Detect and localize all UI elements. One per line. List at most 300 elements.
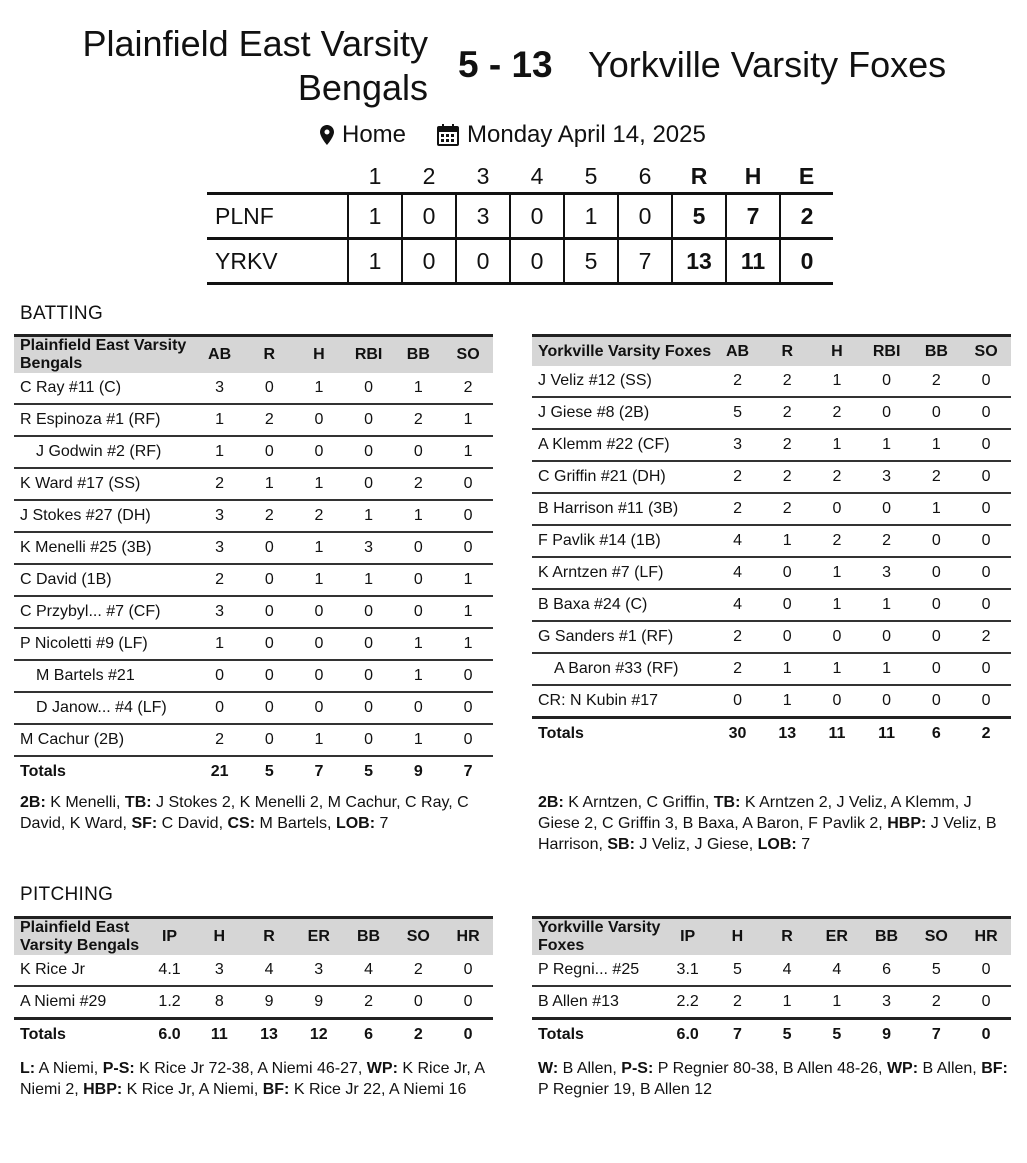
stat-cell: 0 [443,500,493,532]
table-row [532,366,1011,397]
inning-runs: 0 [402,194,456,239]
table-row [532,955,1011,986]
table-row [14,468,493,500]
line-score [207,160,833,285]
stat-cell: 0 [912,589,962,621]
stat-cell: 0 [294,628,344,660]
player-name: J Godwin #2 (RF) [14,436,195,468]
note-key: W: [538,1060,559,1077]
stat-cell: 3 [195,532,245,564]
totals-row [14,1019,493,1051]
linescore-row [207,239,833,284]
player-name: M Cachur (2B) [14,724,195,756]
stat-cell: 2 [862,525,912,557]
stat-column-header: BB [393,336,443,374]
stat-cell: 0 [762,589,812,621]
stat-cell: 0 [443,532,493,564]
stat-cell: 0 [961,955,1011,986]
stat-column-header: SO [911,918,961,956]
stat-cell: 0 [244,628,294,660]
stat-cell: 3 [862,557,912,589]
stat-cell: 0 [912,653,962,685]
final-score: 5 - 13 [458,44,553,85]
stat-cell: 3 [713,429,763,461]
note-text: K Rice Jr 72-38, A Niemi 46-27, [134,1060,367,1077]
total-cell: 13 [762,718,812,750]
table-row [532,557,1011,589]
stat-cell: 1 [762,653,812,685]
stat-cell: 0 [862,366,912,397]
table-row [14,500,493,532]
stat-cell: 2 [762,397,812,429]
player-name: J Giese #8 (2B) [532,397,713,429]
stat-cell: 0 [762,557,812,589]
stat-cell: 0 [762,621,812,653]
stat-cell: 1 [195,628,245,660]
stat-cell: 0 [443,660,493,692]
stat-cell: 0 [244,660,294,692]
inning-runs: 0 [510,194,564,239]
stat-cell: 2 [812,525,862,557]
stat-cell: 1 [812,429,862,461]
total-cell: 6.0 [145,1019,195,1051]
stat-cell: 0 [393,692,443,724]
stat-column-header: HR [443,918,493,956]
home-team-name: Plainfield East Varsity Bengals [82,23,428,108]
table-row [532,589,1011,621]
stat-cell: 2 [195,724,245,756]
stat-cell: 1 [294,373,344,404]
stat-cell: 1 [294,724,344,756]
stat-column-header: SO [393,918,443,956]
note-key: LOB: [335,815,376,832]
stat-cell: 6 [862,955,912,986]
stat-cell: 0 [912,525,962,557]
note-key: TB: [124,794,152,811]
total-cell: 9 [862,1019,912,1051]
table-row [14,692,493,724]
totals-label: Totals [532,1019,663,1051]
stat-cell: 0 [294,404,344,436]
batting-title: BATTING [20,303,104,324]
stat-column-header: AB [713,336,763,367]
stat-cell: 1 [443,564,493,596]
stat-cell: 0 [344,596,394,628]
inning-runs: 1 [564,194,618,239]
runs-header: R [690,162,708,189]
stat-cell: 0 [961,493,1011,525]
stat-cell: 1 [812,986,862,1019]
stat-cell: 0 [344,373,394,404]
player-name: C Przybyl... #7 (CF) [14,596,195,628]
team-abbr: PLNF [207,194,348,239]
note-key: WP: [886,1060,919,1077]
stat-cell: 1 [393,500,443,532]
stat-cell: 2 [713,653,763,685]
stat-cell: 0 [244,436,294,468]
stat-cell: 2 [812,461,862,493]
inning-header: 3 [476,162,490,189]
stat-cell: 0 [961,653,1011,685]
stat-cell: 4 [713,525,763,557]
stat-cell: 1 [393,724,443,756]
stat-cell: 0 [244,373,294,404]
note-key: BF: [981,1060,1008,1077]
note-key: HBP: [83,1081,123,1098]
table-row [14,955,493,986]
stat-cell: 2 [713,461,763,493]
stat-cell: 4 [762,955,812,986]
note-text: K Menelli, [45,794,125,811]
stat-cell: 3 [344,532,394,564]
stat-column-header: H [713,918,763,956]
stat-cell: 0 [244,532,294,564]
stat-cell: 3 [195,596,245,628]
stat-cell: 1 [862,589,912,621]
note-text: 7 [375,815,389,832]
stat-cell: 4 [344,955,394,986]
note-key: LOB: [757,836,797,853]
stat-cell: 1 [912,429,962,461]
inning-runs: 7 [618,239,672,284]
stat-column-header: HR [961,918,1011,956]
total-cell: 11 [194,1019,244,1051]
stat-cell: 1 [862,653,912,685]
table-row [532,525,1011,557]
player-name: G Sanders #1 (RF) [532,621,713,653]
totals-label: Totals [532,718,713,750]
stat-cell: 3 [862,986,912,1019]
stat-cell: 1 [244,468,294,500]
stat-cell: 0 [344,660,394,692]
stat-cell: 2 [762,429,812,461]
total-cell: 7 [314,763,324,780]
stat-cell: 0 [195,660,245,692]
player-name: C Ray #11 (C) [14,373,195,404]
player-name: C David (1B) [14,564,195,596]
stat-cell: 2 [713,493,763,525]
total-hits: 7 [726,194,780,239]
player-name: C Griffin #21 (DH) [532,461,713,493]
batting-notes-home [20,792,490,834]
stat-cell: 0 [862,685,912,718]
stat-cell: 1 [812,589,862,621]
stat-cell: 0 [862,621,912,653]
stat-cell: 4 [812,955,862,986]
note-text: B Allen, [918,1060,982,1077]
batting-notes-away [538,792,1008,855]
player-name: P Nicoletti #9 (LF) [14,628,195,660]
stat-cell: 0 [912,685,962,718]
note-text: K Arntzen 2, J Veliz, A Klemm, J Giese 2, C Griffin 3, B Baxa, A Baron, F Pavlik 2, [538,794,972,832]
stat-cell: 2 [393,404,443,436]
stat-cell: 0 [961,589,1011,621]
totals-row [532,1019,1011,1051]
stat-cell: 0 [862,493,912,525]
inning-runs: 1 [348,194,402,239]
player-name: R Espinoza #1 (RF) [14,404,195,436]
batting-table-home [14,334,493,787]
stat-cell: 2 [244,404,294,436]
totals-label: Totals [20,763,66,780]
stat-column-header: R [762,336,812,367]
stat-cell: 3 [862,461,912,493]
team-abbr: YRKV [207,239,348,284]
stat-cell: 2 [344,986,394,1019]
stat-cell: 1 [393,628,443,660]
stat-cell: 9 [244,986,294,1019]
note-text: K Rice Jr, A Niemi, [122,1081,263,1098]
total-cell: 7 [463,763,473,780]
stat-cell: 1 [294,564,344,596]
table-header-row [14,336,493,374]
stat-cell: 1 [344,564,394,596]
stat-column-header: RBI [862,336,912,367]
stat-cell: 0 [344,436,394,468]
stat-cell: 1 [812,557,862,589]
total-errors: 2 [780,194,833,239]
stat-column-header: H [812,336,862,367]
stat-cell: 2 [762,493,812,525]
pitching-table-away [532,916,1011,1050]
note-key: SF: [131,815,158,832]
game-date [437,118,706,152]
player-name: K Arntzen #7 (LF) [532,557,713,589]
total-cell: 5 [812,1019,862,1051]
table-row [532,653,1011,685]
stat-cell: 2 [713,621,763,653]
stat-column-header: AB [195,336,245,374]
player-name: F Pavlik #14 (1B) [532,525,713,557]
table-row [14,986,493,1019]
stat-cell: 2 [762,461,812,493]
stat-cell: 0 [294,692,344,724]
inning-runs: 0 [402,239,456,284]
table-row [532,397,1011,429]
stat-cell: 1 [195,404,245,436]
total-hits: 11 [726,239,780,284]
table-row [14,724,493,756]
stat-column-header: ER [812,918,862,956]
stat-cell: 0 [961,557,1011,589]
stat-cell: 1 [812,653,862,685]
player-name: B Baxa #24 (C) [532,589,713,621]
table-row [532,429,1011,461]
stat-cell: 1 [294,468,344,500]
player-name: J Stokes #27 (DH) [14,500,195,532]
stat-cell: 2 [713,986,763,1019]
stat-cell: 2 [393,468,443,500]
table-header-row [532,336,1011,367]
pitching-table-home [14,916,493,1050]
stat-cell: 0 [195,692,245,724]
stat-cell: 0 [912,557,962,589]
stat-cell: 0 [961,525,1011,557]
stat-cell: 0 [961,366,1011,397]
total-cell: 2 [393,1019,443,1051]
note-key: L: [20,1060,36,1077]
table-row [14,436,493,468]
team-column-header: Yorkville Varsity Foxes [532,336,713,367]
stat-cell: 5 [713,955,763,986]
stat-cell: 2 [713,366,763,397]
note-text: A Niemi, [35,1060,103,1077]
stat-cell: 0 [244,724,294,756]
note-key: TB: [713,794,741,811]
note-text: P Regnier 80-38, B Allen 48-26, [653,1060,887,1077]
stat-column-header: IP [145,918,195,956]
stat-cell: 0 [294,660,344,692]
inning-header: 6 [638,162,652,189]
table-row [532,461,1011,493]
stat-cell: 0 [912,397,962,429]
stat-column-header: SO [961,336,1011,367]
inning-runs: 0 [618,194,672,239]
inning-runs: 3 [456,194,510,239]
team-column-header: Plainfield East Varsity Bengals [14,918,145,956]
stat-cell: 0 [961,986,1011,1019]
stat-cell: 2 [443,373,493,404]
stat-cell: 1 [294,532,344,564]
stat-cell: 3 [195,500,245,532]
player-name: A Klemm #22 (CF) [532,429,713,461]
stat-cell: 2 [195,468,245,500]
total-cell: 6.0 [663,1019,713,1051]
note-text: P Regnier 19, B Allen 12 [538,1081,713,1098]
pitching-notes-away [538,1058,1008,1100]
total-cell: 12 [294,1019,344,1051]
note-text: B Allen, [558,1060,622,1077]
stat-cell: 5 [911,955,961,986]
stat-cell: 0 [393,986,443,1019]
table-row [532,986,1011,1019]
stat-column-header: BB [344,918,394,956]
note-text: K Rice Jr, A Niemi 2, [20,1060,485,1098]
stat-cell: 0 [812,621,862,653]
linescore-row [207,194,833,239]
stat-cell: 0 [344,724,394,756]
table-header-row [532,918,1011,956]
note-key: 2B: [538,794,564,811]
stat-cell: 1 [195,436,245,468]
stat-cell: 1 [862,429,912,461]
player-name: M Bartels #21 [14,660,195,692]
total-cell: 0 [961,1019,1011,1051]
stat-column-header: ER [294,918,344,956]
batting-table-away [532,334,1011,749]
note-text: M Bartels, [255,815,336,832]
player-name: K Rice Jr [14,955,145,986]
stat-cell: 0 [344,628,394,660]
total-errors: 0 [780,239,833,284]
table-row [14,564,493,596]
stat-cell: 0 [393,564,443,596]
stat-cell: 0 [443,724,493,756]
total-cell: 30 [713,718,763,750]
totals-row [14,756,493,787]
stat-column-header: IP [663,918,713,956]
stat-cell: 2 [812,397,862,429]
stat-cell: 1 [762,685,812,718]
note-text: K Rice Jr 22, A Niemi 16 [289,1081,467,1098]
table-row [14,596,493,628]
table-row [532,685,1011,718]
pitching-notes-home [20,1058,490,1100]
stat-cell: 0 [961,429,1011,461]
total-cell: 5 [364,763,374,780]
table-row [14,404,493,436]
inning-runs: 1 [348,239,402,284]
stat-cell: 0 [244,596,294,628]
map-pin-icon [320,125,334,145]
stat-cell: 0 [912,621,962,653]
stat-cell: 2 [911,986,961,1019]
table-header-row [14,918,493,956]
inning-header: 4 [530,162,544,189]
stat-column-header: R [244,336,294,374]
stat-cell: 5 [713,397,763,429]
stat-cell: 3 [294,955,344,986]
stat-cell: 4 [713,557,763,589]
total-runs: 5 [672,194,726,239]
note-key: SB: [607,836,635,853]
table-row [532,493,1011,525]
stat-cell: 0 [244,692,294,724]
stat-cell: 0 [344,468,394,500]
date-label: Monday April 14, 2025 [467,121,706,148]
note-text: 7 [796,836,811,853]
stat-cell: 0 [961,685,1011,718]
inning-runs: 0 [456,239,510,284]
stat-cell: 0 [244,564,294,596]
inning-header: 5 [584,162,598,189]
stat-cell: 1 [912,493,962,525]
table-row [14,660,493,692]
stat-cell: 3 [195,373,245,404]
stat-cell: 2 [961,621,1011,653]
stat-column-header: RBI [344,336,394,374]
player-name: B Allen #13 [532,986,663,1019]
inning-header: 1 [368,162,382,189]
total-cell: 2 [961,718,1011,750]
stat-cell: 0 [961,461,1011,493]
stat-cell: 1 [344,500,394,532]
stat-column-header: BB [912,336,962,367]
total-cell: 5 [762,1019,812,1051]
inning-runs: 5 [564,239,618,284]
player-name: K Menelli #25 (3B) [14,532,195,564]
stat-column-header: BB [862,918,912,956]
totals-label: Totals [14,1019,145,1051]
errors-header: E [798,162,815,189]
note-key: WP: [366,1060,398,1077]
player-name: J Veliz #12 (SS) [532,366,713,397]
total-cell: 13 [244,1019,294,1051]
stat-cell: 0 [443,692,493,724]
calendar-icon [437,124,459,146]
inning-runs: 0 [510,239,564,284]
stat-cell: 0 [862,397,912,429]
stat-cell: 2 [195,564,245,596]
note-text: J Veliz, B Harrison, [538,815,997,853]
note-key: BF: [262,1081,290,1098]
table-row [14,628,493,660]
team-column-header: Yorkville Varsity Foxes [532,918,663,956]
stat-cell: 1.2 [145,986,195,1019]
stat-cell: 9 [294,986,344,1019]
stat-cell: 0 [393,436,443,468]
stat-cell: 2.2 [663,986,713,1019]
